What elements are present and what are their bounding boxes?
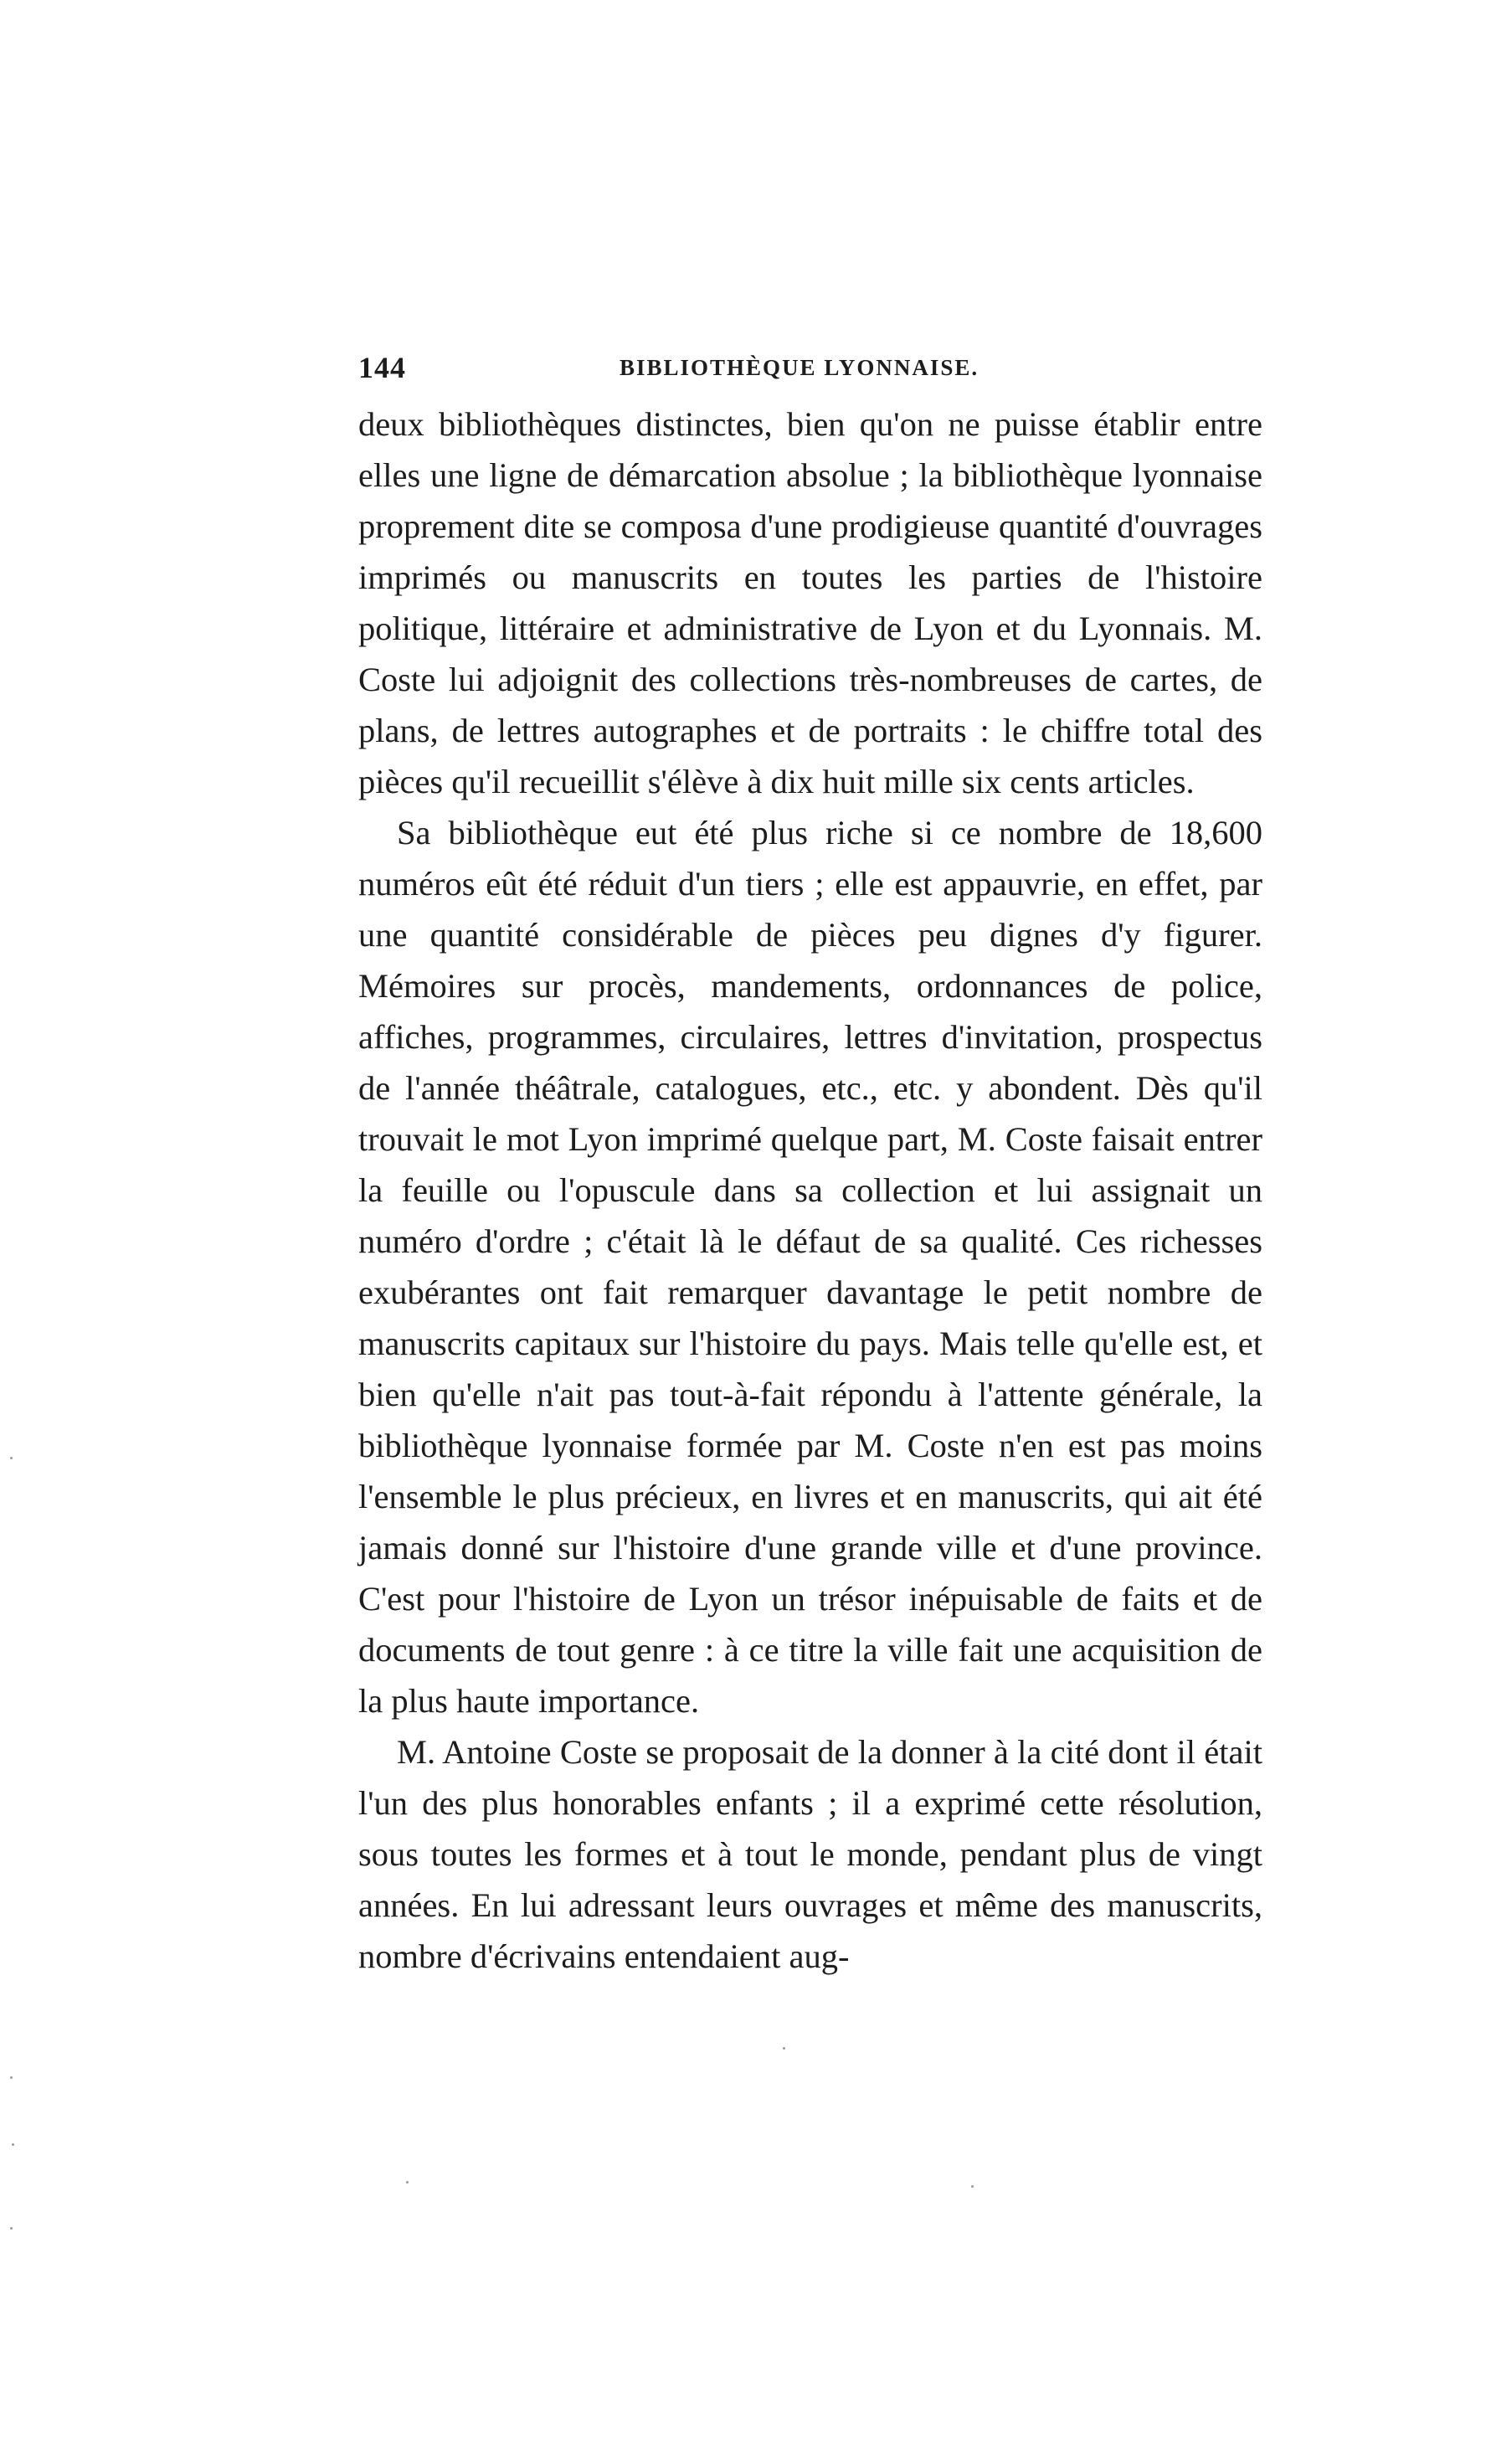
scan-speck bbox=[10, 1457, 13, 1459]
scan-speck bbox=[783, 2047, 785, 2050]
paragraph-1: deux bibliothèques distinctes, bien qu'on ne puisse établir entre elles une ligne de démarcation absolue ; la bibliothèque lyonnaise proprement dite se composa d'une prodigieuse quantité d'ouvrages imprimés ou manuscrits en toutes les parties de l'histoire politique, littéraire et administrative de Lyon et du Lyonnais. M. Coste lui adjoignit des collections très-nombreuses de cartes, de plans, de lettres autographes et de portraits : le chiffre total des pièces qu'il recueillit s'élève à dix huit mille six cents articles. bbox=[358, 405, 1262, 800]
page-header bbox=[358, 350, 1262, 392]
running-title: BIBLIOTHÈQUE LYONNAISE. bbox=[620, 355, 980, 380]
page-number: 144 bbox=[358, 351, 406, 384]
scan-speck bbox=[12, 2143, 14, 2146]
paragraph-3: M. Antoine Coste se proposait de la donner à la cité dont il était l'un des plus honorables enfants ; il a exprimé cette résolution, sous toutes les formes et à tout le monde, pendant plus de vingt années. En lui adressant leurs ouvrages et même des manuscrits, nombre d'écrivains entendaient aug- bbox=[358, 1733, 1262, 1975]
scan-speck bbox=[10, 2076, 13, 2079]
scan-speck bbox=[406, 2181, 409, 2184]
paragraph-2: Sa bibliothèque eut été plus riche si ce nombre de 18,600 numéros eût été réduit d'un tiers ; elle est appauvrie, en effet, par une quantité considérable de pièces peu dignes d'y figurer. Mémoires sur procès, mandements, ordonnances de police, affiches, programmes, circulaires, lettres d'invitation, prospectus de l'année théâtrale, catalogues, etc., etc. y abondent. Dès qu'il trouvait le mot Lyon imprimé quelque part, M. Coste faisait entrer la feuille ou l'opuscule dans sa collection et lui assignait un numéro d'ordre ; c'était là le défaut de sa qualité. Ces richesses exubérantes ont fait remarquer davantage le petit nombre de manuscrits capitaux sur l'histoire du pays. Mais telle qu'elle est, et bien qu'elle n'ait pas tout-à-fait répondu à l'attente générale, la bibliothèque lyonnaise formée par M. Coste n'en est pas moins l'ensemble le plus précieux, en livres et en manuscrits, qui ait été jamais donné sur l'histoire d'une grande ville et d'une province. C'est pour l'histoire de Lyon un trésor inépuisable de faits et de documents de tout genre : à ce titre la ville fait une acquisition de la plus haute importance. bbox=[358, 814, 1262, 1720]
scan-speck bbox=[10, 2227, 13, 2230]
body-text bbox=[358, 399, 1262, 1982]
scan-speck bbox=[971, 2185, 974, 2188]
